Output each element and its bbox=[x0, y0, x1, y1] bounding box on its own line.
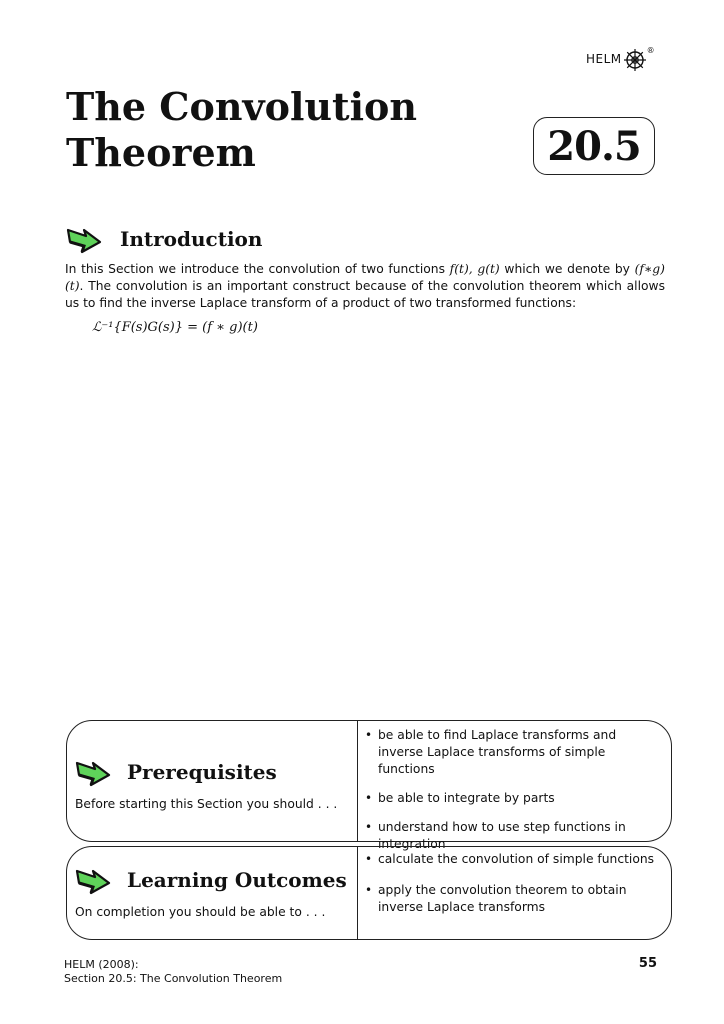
box-divider bbox=[357, 847, 358, 939]
list-item bbox=[362, 790, 662, 807]
box-divider bbox=[357, 721, 358, 841]
introduction-heading bbox=[64, 221, 262, 257]
green-arrow-icon bbox=[73, 755, 113, 789]
learning-outcomes-list bbox=[362, 851, 662, 916]
learning-outcomes-subtext: On completion you should be able to . . . bbox=[75, 905, 326, 919]
intro-text-part-1: In this Section we introduce the convolution of two functions bbox=[65, 262, 450, 276]
learning-outcomes-title: Learning Outcomes bbox=[127, 868, 347, 892]
list-item-text: apply the convolution theorem to obtain inverse Laplace transforms bbox=[378, 883, 627, 914]
logo-text: HELM bbox=[586, 52, 622, 66]
page-title bbox=[66, 84, 496, 176]
list-item-text: be able to integrate by parts bbox=[378, 791, 555, 805]
registered-mark: ® bbox=[646, 45, 655, 55]
footer-line-2: Section 20.5: The Convolution Theorem bbox=[64, 972, 283, 985]
helm-logo bbox=[586, 46, 655, 72]
learning-outcomes-box bbox=[66, 846, 672, 940]
prerequisites-list bbox=[362, 727, 662, 853]
learning-outcomes-heading bbox=[73, 863, 347, 897]
page-number: 55 bbox=[638, 956, 657, 971]
convolution-formula: ℒ⁻¹{F(s)G(s)} = (f ∗ g)(t) bbox=[92, 320, 258, 335]
math-fg: (f∗g)(t) bbox=[65, 262, 665, 293]
bullet-icon: • bbox=[365, 852, 373, 866]
list-item bbox=[362, 727, 662, 778]
prerequisites-subtext: Before starting this Section you should . . . bbox=[75, 797, 338, 811]
green-arrow-icon bbox=[64, 222, 104, 256]
intro-text-part-2: which we denote by bbox=[499, 262, 635, 276]
list-item bbox=[362, 882, 662, 916]
bullet-icon: • bbox=[365, 728, 373, 742]
prerequisites-box bbox=[66, 720, 672, 851]
bullet-icon: • bbox=[365, 791, 373, 805]
introduction-text bbox=[65, 261, 665, 312]
page-footer bbox=[64, 958, 282, 986]
section-number-badge: 20.5 bbox=[533, 117, 655, 175]
list-item-text: understand how to use step functions in integration bbox=[378, 820, 626, 851]
introduction-title: Introduction bbox=[120, 227, 263, 251]
intro-text-part-3: . The convolution is an important construct because of the convolution theorem which allows us to find the inverse Laplace transform of a product of two transformed functions: bbox=[65, 279, 665, 310]
list-item-text: be able to find Laplace transforms and inverse Laplace transforms of simple functions bbox=[378, 728, 617, 776]
bullet-icon: • bbox=[365, 820, 373, 834]
footer-line-1: HELM (2008): bbox=[64, 958, 139, 971]
title-line-1: The Convolution bbox=[66, 84, 417, 129]
bullet-icon: • bbox=[365, 883, 373, 897]
list-item-text: calculate the convolution of simple functions bbox=[378, 852, 655, 866]
green-arrow-icon bbox=[73, 863, 113, 897]
math-ft: f(t), g(t) bbox=[449, 262, 500, 276]
prerequisites-heading bbox=[73, 755, 277, 789]
prerequisites-title: Prerequisites bbox=[127, 760, 277, 784]
title-line-2: Theorem bbox=[66, 130, 256, 175]
list-item bbox=[362, 851, 662, 868]
